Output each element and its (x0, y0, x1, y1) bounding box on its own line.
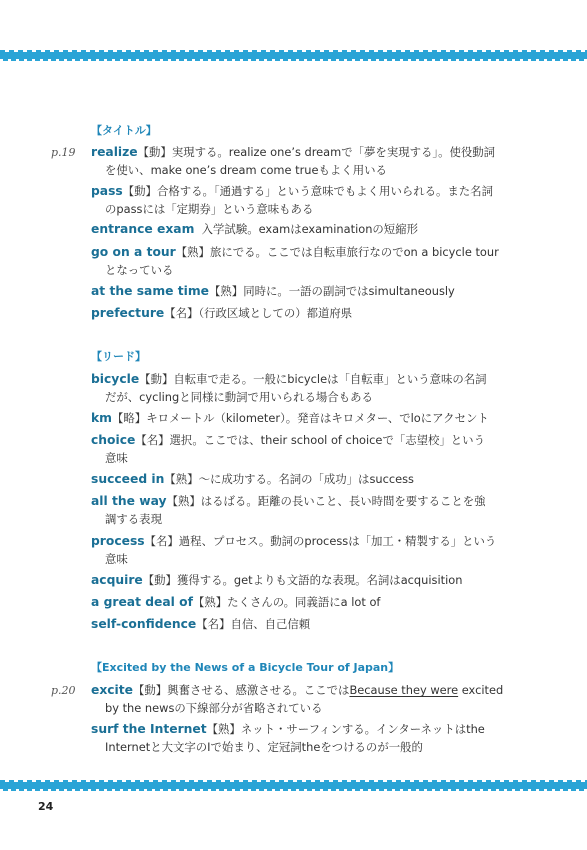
entry-definition-cont: 調する表現 (105, 512, 162, 526)
entry-term: all the way (91, 494, 167, 508)
underlined-phrase: Because they were (349, 683, 459, 697)
entry-term: succeed in (91, 472, 165, 486)
entry-tag: 【動】 (122, 184, 157, 198)
entry-definition: 旅にでる。ここでは自転車旅行なのでon a bicycle tour (209, 245, 499, 259)
entry-excite (91, 681, 511, 717)
entry-definition-cont: by the newsの下線部分が省略されている (105, 701, 323, 715)
entry-definition: 同時に。一語の副詞ではsimultaneously (243, 284, 455, 298)
entry-tag: 【名】 (135, 433, 170, 447)
entry-definition: （行政区域としての）都道府県 (198, 306, 353, 320)
entry-self-confidence (91, 615, 511, 633)
entry-choice (91, 431, 511, 467)
entry-tag: 【動】 (137, 145, 172, 159)
page-number: 24 (38, 800, 54, 813)
entry-definition-cont: を使い、make one’s dream come trueもよく用いる (105, 163, 387, 177)
entry-definition-cont: となっている (105, 263, 174, 277)
entry-all-the-way (91, 492, 511, 528)
entry-tag: 【熟】 (166, 494, 201, 508)
entry-tag: 【略】 (112, 411, 147, 425)
entry-tag: 【動】 (139, 372, 174, 386)
entry-term: bicycle (91, 372, 140, 386)
entry-at-the-same-time (91, 282, 511, 300)
section-heading-lead: 【リード】 (91, 350, 146, 363)
entry-definition: 実現する。realize one’s dreamで「夢を実現する」。使役動詞 (171, 145, 496, 159)
entry-term: go on a tour (91, 245, 176, 259)
entry-bicycle (91, 370, 511, 406)
entry-term: entrance exam (91, 222, 195, 236)
entry-term: a great deal of (91, 595, 193, 609)
entry-pass (91, 182, 511, 218)
entry-definition-cont: のpassには「定期券」という意味もある (105, 202, 314, 216)
entry-definition-cont: 意味 (105, 552, 128, 566)
entry-tag: 【熟】 (209, 284, 244, 298)
entry-surf-the-internet (91, 720, 511, 756)
entry-term: excite (91, 683, 133, 697)
section-heading-title: 【タイトル】 (91, 124, 157, 137)
entry-definition-tail: excited (458, 683, 504, 697)
section-heading-article: 【Excited by the News of a Bicycle Tour of Japan】 (91, 661, 400, 674)
entry-tag: 【熟】 (206, 722, 241, 736)
entry-term: process (91, 534, 145, 548)
entry-tag: 【熟】 (192, 595, 228, 609)
entry-tag: 【熟】 (164, 472, 199, 486)
entry-definition: 入学試験。examはexaminationの短縮形 (201, 222, 418, 236)
entry-tag: 【動】 (142, 573, 177, 587)
entry-tag: 【熟】 (175, 245, 210, 259)
entry-prefecture (91, 304, 511, 322)
entry-term: km (91, 411, 112, 425)
entry-term: acquire (91, 573, 143, 587)
entry-definition: 自信、自己信頼 (230, 617, 311, 631)
entry-definition: はるばる。距離の長いこと、長い時間を要することを強 (200, 494, 486, 508)
entry-succeed-in (91, 470, 511, 488)
entry-tag: 【動】 (133, 683, 168, 697)
entry-acquire (91, 571, 511, 589)
entry-term: choice (91, 433, 136, 447)
entry-definition: 興奮させる、感激させる。ここでは (167, 683, 350, 697)
top-decorative-band (0, 52, 587, 59)
entry-realize (91, 143, 511, 179)
entry-definition: たくさんの。同義語にa lot of (227, 595, 381, 609)
page-ref-p19: p.19 (51, 146, 76, 159)
entry-term: self-confidence (91, 617, 197, 631)
entry-definition: 獲得する。getよりも文語的な表現。名詞はacquisition (176, 573, 463, 587)
entry-definition: ネット・サーフィンする。インターネットはthe (240, 722, 485, 736)
entry-a-great-deal-of (91, 593, 511, 611)
entry-definition: キロメートル（kilometer）。発音はキロメター、でloにアクセント (146, 411, 489, 425)
entry-km (91, 409, 511, 427)
entry-term: realize (91, 145, 138, 159)
entry-definition: 選択。ここでは、their school of choiceで「志望校」という (169, 433, 485, 447)
entry-definition: 過程、プロセス。動詞のprocessは「加工・精製する」という (178, 534, 497, 548)
entry-tag: 【名】 (144, 534, 179, 548)
entry-definition: 自転車で走る。一般にbicycleは「自転車」という意味の名詞 (173, 372, 487, 386)
entry-go-on-a-tour (91, 243, 511, 279)
entry-definition: 合格する。「通過する」という意味でもよく用いられる。また名詞 (156, 184, 493, 198)
entry-process (91, 532, 511, 568)
entry-entrance-exam (91, 220, 511, 238)
entry-tag: 【名】 (196, 617, 231, 631)
entry-definition: 〜に成功する。名詞の「成功」はsuccess (198, 472, 414, 486)
bottom-decorative-band (0, 782, 587, 789)
entry-term: prefecture (91, 306, 165, 320)
entry-definition-cont: だが、cyclingと同様に動詞で用いられる場合もある (105, 390, 373, 404)
entry-definition-cont: 意味 (105, 451, 128, 465)
page-ref-p20: p.20 (51, 684, 76, 697)
entry-term: at the same time (91, 284, 210, 298)
entry-tag: 【名】 (164, 306, 199, 320)
entry-definition-cont: Internetと大文字のIで始まり、定冠詞theをつけるのが一般的 (105, 740, 423, 754)
entry-term: pass (91, 184, 123, 198)
entry-term: surf the Internet (91, 722, 207, 736)
